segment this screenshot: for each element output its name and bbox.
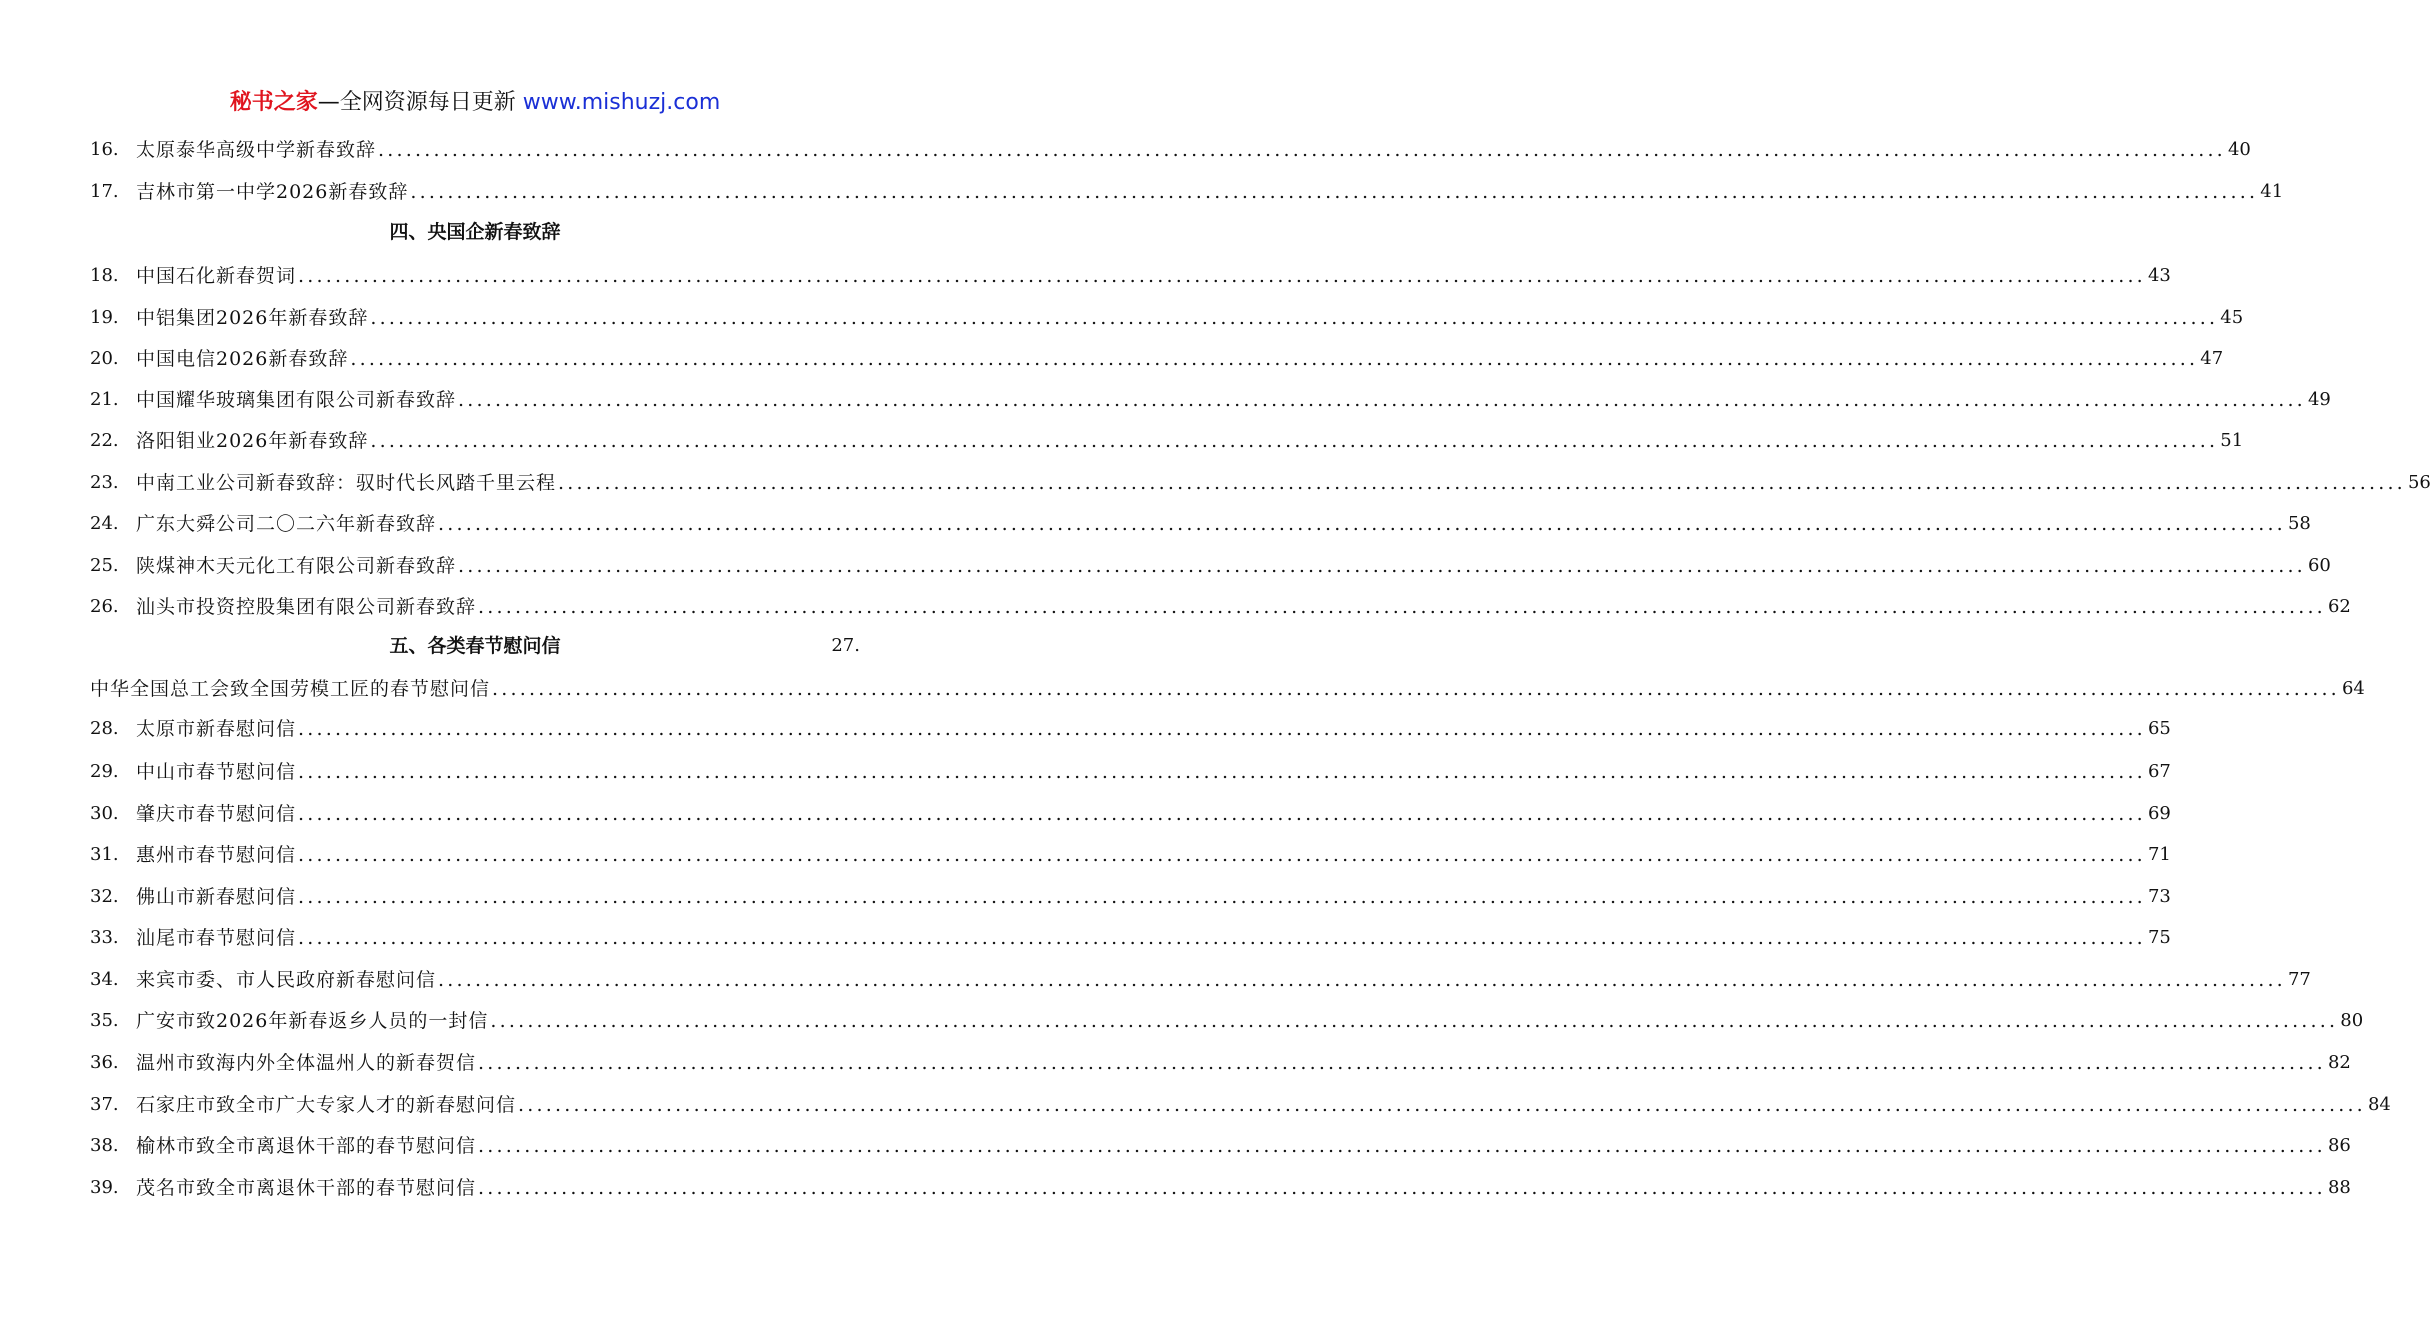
toc-leader-dots: ........................................................................................................................................................................................................ bbox=[298, 265, 2146, 287]
toc-leader-dots: ........................................................................................................................................................................................................ bbox=[458, 389, 2306, 411]
toc-entry-page: 75 bbox=[2147, 927, 2171, 948]
toc-entry-title: 陕煤神木天元化工有限公司新春致辞 bbox=[136, 555, 457, 577]
toc-entry[interactable] bbox=[90, 134, 2251, 164]
toc-leader-dots: ........................................................................................................................................................................................................ bbox=[438, 513, 2286, 535]
site-url-link[interactable]: www.mishuzj.com bbox=[522, 90, 721, 115]
toc-entry-page: 45 bbox=[2220, 307, 2244, 328]
toc-entry-title: 中山市春节慰问信 bbox=[136, 761, 297, 783]
toc-entry[interactable] bbox=[90, 881, 2171, 911]
toc-entry-page: 41 bbox=[2260, 181, 2284, 202]
toc-leader-dots: ........................................................................................................................................................................................................ bbox=[298, 718, 2146, 740]
toc-entry[interactable] bbox=[90, 839, 2171, 869]
toc-leader-dots: ........................................................................................................................................................................................................ bbox=[458, 555, 2306, 577]
toc-entry[interactable] bbox=[90, 922, 2171, 952]
toc-entry-title: 中南工业公司新春致辞：驭时代长风踏千里云程 bbox=[136, 472, 557, 494]
toc-entry[interactable] bbox=[90, 964, 2311, 994]
toc-entry-page: 47 bbox=[2200, 348, 2224, 369]
toc-entry-page: 71 bbox=[2147, 844, 2171, 865]
toc-leader-dots: ........................................................................................................................................................................................................ bbox=[518, 1094, 2366, 1116]
toc-entry-title: 温州市致海内外全体温州人的新春贺信 bbox=[136, 1052, 477, 1074]
toc-entry-title: 汕尾市春节慰问信 bbox=[136, 927, 297, 949]
site-header bbox=[0, 88, 950, 118]
toc-entry-page: 84 bbox=[2367, 1094, 2391, 1115]
toc-leader-dots: ........................................................................................................................................................................................................ bbox=[298, 761, 2146, 783]
toc-entry-page: 40 bbox=[2227, 139, 2251, 160]
toc-entry-page: 51 bbox=[2220, 430, 2244, 451]
toc-entry-number: 36. bbox=[90, 1052, 119, 1073]
toc-entry-page: 86 bbox=[2327, 1135, 2351, 1156]
toc-entry-number: 26. bbox=[90, 596, 119, 617]
toc-leader-dots: ........................................................................................................................................................................................................ bbox=[478, 1177, 2326, 1199]
toc-entry[interactable] bbox=[90, 1130, 2351, 1160]
toc-entry[interactable] bbox=[90, 425, 2244, 455]
toc-entry-page: 49 bbox=[2307, 389, 2331, 410]
toc-leader-dots: ........................................................................................................................................................................................................ bbox=[370, 430, 2219, 452]
toc-entry-number: 31. bbox=[90, 844, 119, 865]
toc-entry-number: 17. bbox=[90, 181, 119, 202]
toc-leader-dots: ........................................................................................................................................................................................................ bbox=[558, 472, 2406, 494]
toc-entry-number: 23. bbox=[90, 472, 119, 493]
toc-entry[interactable] bbox=[90, 176, 2284, 206]
toc-entry[interactable] bbox=[90, 798, 2171, 828]
toc-entry-title: 吉林市第一中学2026新春致辞 bbox=[136, 181, 409, 203]
toc-entry-page: 62 bbox=[2327, 596, 2351, 617]
toc-entry-number: 37. bbox=[90, 1094, 119, 1115]
toc-entry-title: 中铝集团2026年新春致辞 bbox=[136, 307, 369, 329]
toc-entry-title: 太原市新春慰问信 bbox=[136, 718, 297, 740]
toc-leader-dots: ........................................................................................................................................................................................................ bbox=[478, 596, 2326, 618]
toc-entry[interactable] bbox=[90, 1172, 2351, 1202]
toc-leader-dots: ........................................................................................................................................................................................................ bbox=[350, 348, 2199, 370]
toc-entry-page: 56 bbox=[2407, 472, 2431, 493]
toc-entry-title: 广安市致2026年新春返乡人员的一封信 bbox=[136, 1010, 489, 1032]
toc-entry-page: 60 bbox=[2307, 555, 2331, 576]
toc-entry-number: 16. bbox=[90, 139, 119, 160]
toc-section-heading bbox=[90, 632, 860, 662]
toc-entry[interactable] bbox=[90, 591, 2351, 621]
toc-entry-number: 34. bbox=[90, 969, 119, 990]
toc-entry-number: 32. bbox=[90, 886, 119, 907]
toc-entry-number: 21. bbox=[90, 389, 119, 410]
toc-entry-number: 25. bbox=[90, 555, 119, 576]
toc-entry-page: 88 bbox=[2327, 1177, 2351, 1198]
toc-entry-page: 73 bbox=[2147, 886, 2171, 907]
toc-entry[interactable] bbox=[90, 550, 2331, 580]
toc-leader-dots: ........................................................................................................................................................................................................ bbox=[490, 1010, 2339, 1032]
toc-entry[interactable] bbox=[90, 508, 2311, 538]
toc-entry-page: 43 bbox=[2147, 265, 2171, 286]
toc-entry[interactable] bbox=[90, 260, 2171, 290]
toc-entry-number: 22. bbox=[90, 430, 119, 451]
toc-entry-title: 惠州市春节慰问信 bbox=[136, 844, 297, 866]
toc-entry-page: 82 bbox=[2327, 1052, 2351, 1073]
toc-entry[interactable] bbox=[90, 713, 2171, 743]
toc-entry-number: 30. bbox=[90, 803, 119, 824]
toc-entry-title: 广东大舜公司二〇二六年新春致辞 bbox=[136, 513, 437, 535]
header-slogan: —全网资源每日更新 bbox=[317, 90, 516, 115]
toc-entry-title: 中国耀华玻璃集团有限公司新春致辞 bbox=[136, 389, 457, 411]
toc-entry-page: 65 bbox=[2147, 718, 2171, 739]
toc-entry-title: 石家庄市致全市广大专家人才的新春慰问信 bbox=[136, 1094, 517, 1116]
toc-entry-number: 24. bbox=[90, 513, 119, 534]
toc-entry-page: 64 bbox=[2341, 678, 2365, 699]
toc-entry-number: 29. bbox=[90, 761, 119, 782]
toc-entry-title: 肇庆市春节慰问信 bbox=[136, 803, 297, 825]
toc-leader-dots: ........................................................................................................................................................................................................ bbox=[298, 927, 2146, 949]
toc-leader-dots: ........................................................................................................................................................................................................ bbox=[298, 886, 2146, 908]
toc-entry-title: 中华全国总工会致全国劳模工匠的春节慰问信 bbox=[90, 678, 491, 700]
brand-name: 秘书之家 bbox=[229, 90, 318, 115]
toc-leader-dots: ........................................................................................................................................................................................................ bbox=[478, 1135, 2326, 1157]
toc-entry[interactable] bbox=[90, 1047, 2351, 1077]
toc-entry-number: 35. bbox=[90, 1010, 119, 1031]
section-title: 五、各类春节慰问信 bbox=[389, 635, 561, 657]
toc-entry-title: 榆林市致全市离退休干部的春节慰问信 bbox=[136, 1135, 477, 1157]
toc-entry-page: 77 bbox=[2287, 969, 2311, 990]
toc-leader-dots: ........................................................................................................................................................................................................ bbox=[298, 844, 2146, 866]
toc-section-heading bbox=[90, 218, 860, 248]
toc-entry[interactable] bbox=[90, 673, 2365, 703]
toc-leader-dots: ........................................................................................................................................................................................................ bbox=[492, 678, 2340, 700]
toc-entry-title: 中国石化新春贺词 bbox=[136, 265, 297, 287]
toc-entry-number: 19. bbox=[90, 307, 119, 328]
toc-entry-number: 20. bbox=[90, 348, 119, 369]
toc-entry-number: 33. bbox=[90, 927, 119, 948]
toc-entry[interactable] bbox=[90, 756, 2171, 786]
toc-entry[interactable] bbox=[90, 302, 2244, 332]
section-trailing-number: 27. bbox=[831, 635, 860, 656]
toc-entry-title: 太原泰华高级中学新春致辞 bbox=[136, 139, 377, 161]
toc-entry-title: 中国电信2026新春致辞 bbox=[136, 348, 349, 370]
toc-entry-title: 洛阳钼业2026年新春致辞 bbox=[136, 430, 369, 452]
toc-entry-page: 67 bbox=[2147, 761, 2171, 782]
toc-entry-page: 58 bbox=[2287, 513, 2311, 534]
toc-leader-dots: ........................................................................................................................................................................................................ bbox=[378, 139, 2226, 161]
toc-leader-dots: ........................................................................................................................................................................................................ bbox=[370, 307, 2219, 329]
toc-leader-dots: ........................................................................................................................................................................................................ bbox=[298, 803, 2146, 825]
toc-entry[interactable] bbox=[90, 1089, 2391, 1119]
section-title: 四、央国企新春致辞 bbox=[389, 221, 561, 243]
toc-leader-dots: ........................................................................................................................................................................................................ bbox=[438, 969, 2286, 991]
toc-leader-dots: ........................................................................................................................................................................................................ bbox=[410, 181, 2259, 203]
toc-entry-title: 佛山市新春慰问信 bbox=[136, 886, 297, 908]
toc-entry-title: 茂名市致全市离退休干部的春节慰问信 bbox=[136, 1177, 477, 1199]
toc-entry-title: 来宾市委、市人民政府新春慰问信 bbox=[136, 969, 437, 991]
toc-entry-page: 69 bbox=[2147, 803, 2171, 824]
toc-entry[interactable] bbox=[90, 343, 2224, 373]
toc-entry[interactable] bbox=[90, 384, 2331, 414]
toc-entry[interactable] bbox=[90, 467, 2431, 497]
toc-entry-title: 汕头市投资控股集团有限公司新春致辞 bbox=[136, 596, 477, 618]
toc-entry-page: 80 bbox=[2340, 1010, 2364, 1031]
toc-entry-number: 39. bbox=[90, 1177, 119, 1198]
toc-entry-number: 38. bbox=[90, 1135, 119, 1156]
toc-entry-number: 18. bbox=[90, 265, 119, 286]
toc-leader-dots: ........................................................................................................................................................................................................ bbox=[478, 1052, 2326, 1074]
toc-entry[interactable] bbox=[90, 1005, 2364, 1035]
toc-entry-number: 28. bbox=[90, 718, 119, 739]
